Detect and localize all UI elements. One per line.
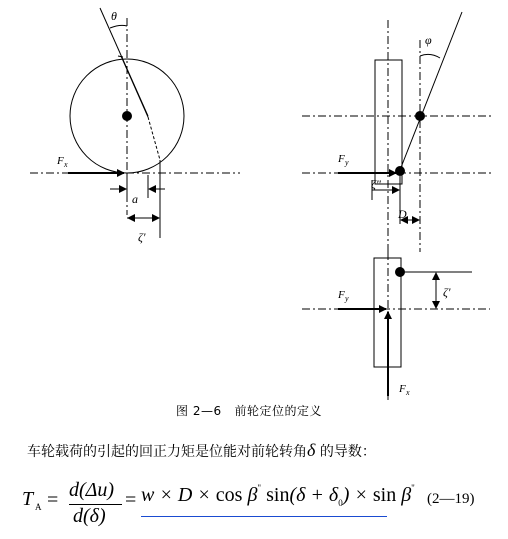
theta-label: θ [111,9,117,23]
eq-cos: cos [215,484,243,506]
paragraph-text-before: 车轮载荷的引起的回正力矩是位能对前轮转角 [27,444,307,460]
eq-sin2: sin [372,484,397,506]
eq-equals-2: = [125,489,137,511]
right-zeta-label: ζ' [443,285,451,299]
eq-lhs: T [22,488,34,510]
delta-symbol: δ [307,440,316,460]
right-fy-label: F [338,153,345,165]
left-fx-sub: x [64,160,68,169]
theta-arc [110,25,127,28]
eq-beta-sup: " [257,483,262,493]
bottom-fy-label: F [338,289,345,301]
right-bottom-diagram [302,252,490,400]
eq-lhs-sub: A [35,502,42,512]
eq-equals-1: = [47,489,59,511]
wheel-center [123,112,132,121]
kingpin-point-top [416,112,425,121]
eq-beta: β [242,484,258,506]
eq-beta2-sup: " [411,483,415,493]
kingpin-axis-body-2 [121,56,148,117]
bottom-fx-sub: x [406,388,410,397]
eq-denominator: d(δ) [73,505,106,527]
eq-arg-close: ) × [342,484,373,506]
phi-label: φ [425,33,432,47]
figure-caption: 图 2—6 前轮定位的定义 [176,404,323,418]
equation-number: (2—19) [427,491,475,507]
eq-sin: sin [261,484,290,506]
eq-rhs-1: w × D × [141,484,216,506]
paragraph-text-after: 的导数： [315,444,376,460]
zeta2-label: ζ" [371,177,381,191]
eq-delta-sub: 0 [338,498,343,508]
kingpin-axis-body [118,56,123,57]
eq-rhs [141,483,415,508]
d-label: D [398,207,407,221]
eq-underline [141,516,387,517]
bottom-fy-sub: y [345,294,349,303]
eq-arg-open: (δ + δ [289,484,339,506]
eq-numerator: d(Δu) [69,479,115,501]
right-fy-sub: y [345,158,349,167]
body-paragraph [27,440,376,461]
contact-point-top [396,167,405,176]
bottom-fx-label: F [399,383,406,395]
left-fx-label: F [57,155,64,167]
phi-arc [420,54,440,58]
eq-beta2: β [396,484,412,506]
kingpin-extension [148,117,160,160]
contact-point-bottom [396,268,405,277]
a-label: a [132,192,138,206]
left-zeta-label: ζ' [138,230,146,244]
